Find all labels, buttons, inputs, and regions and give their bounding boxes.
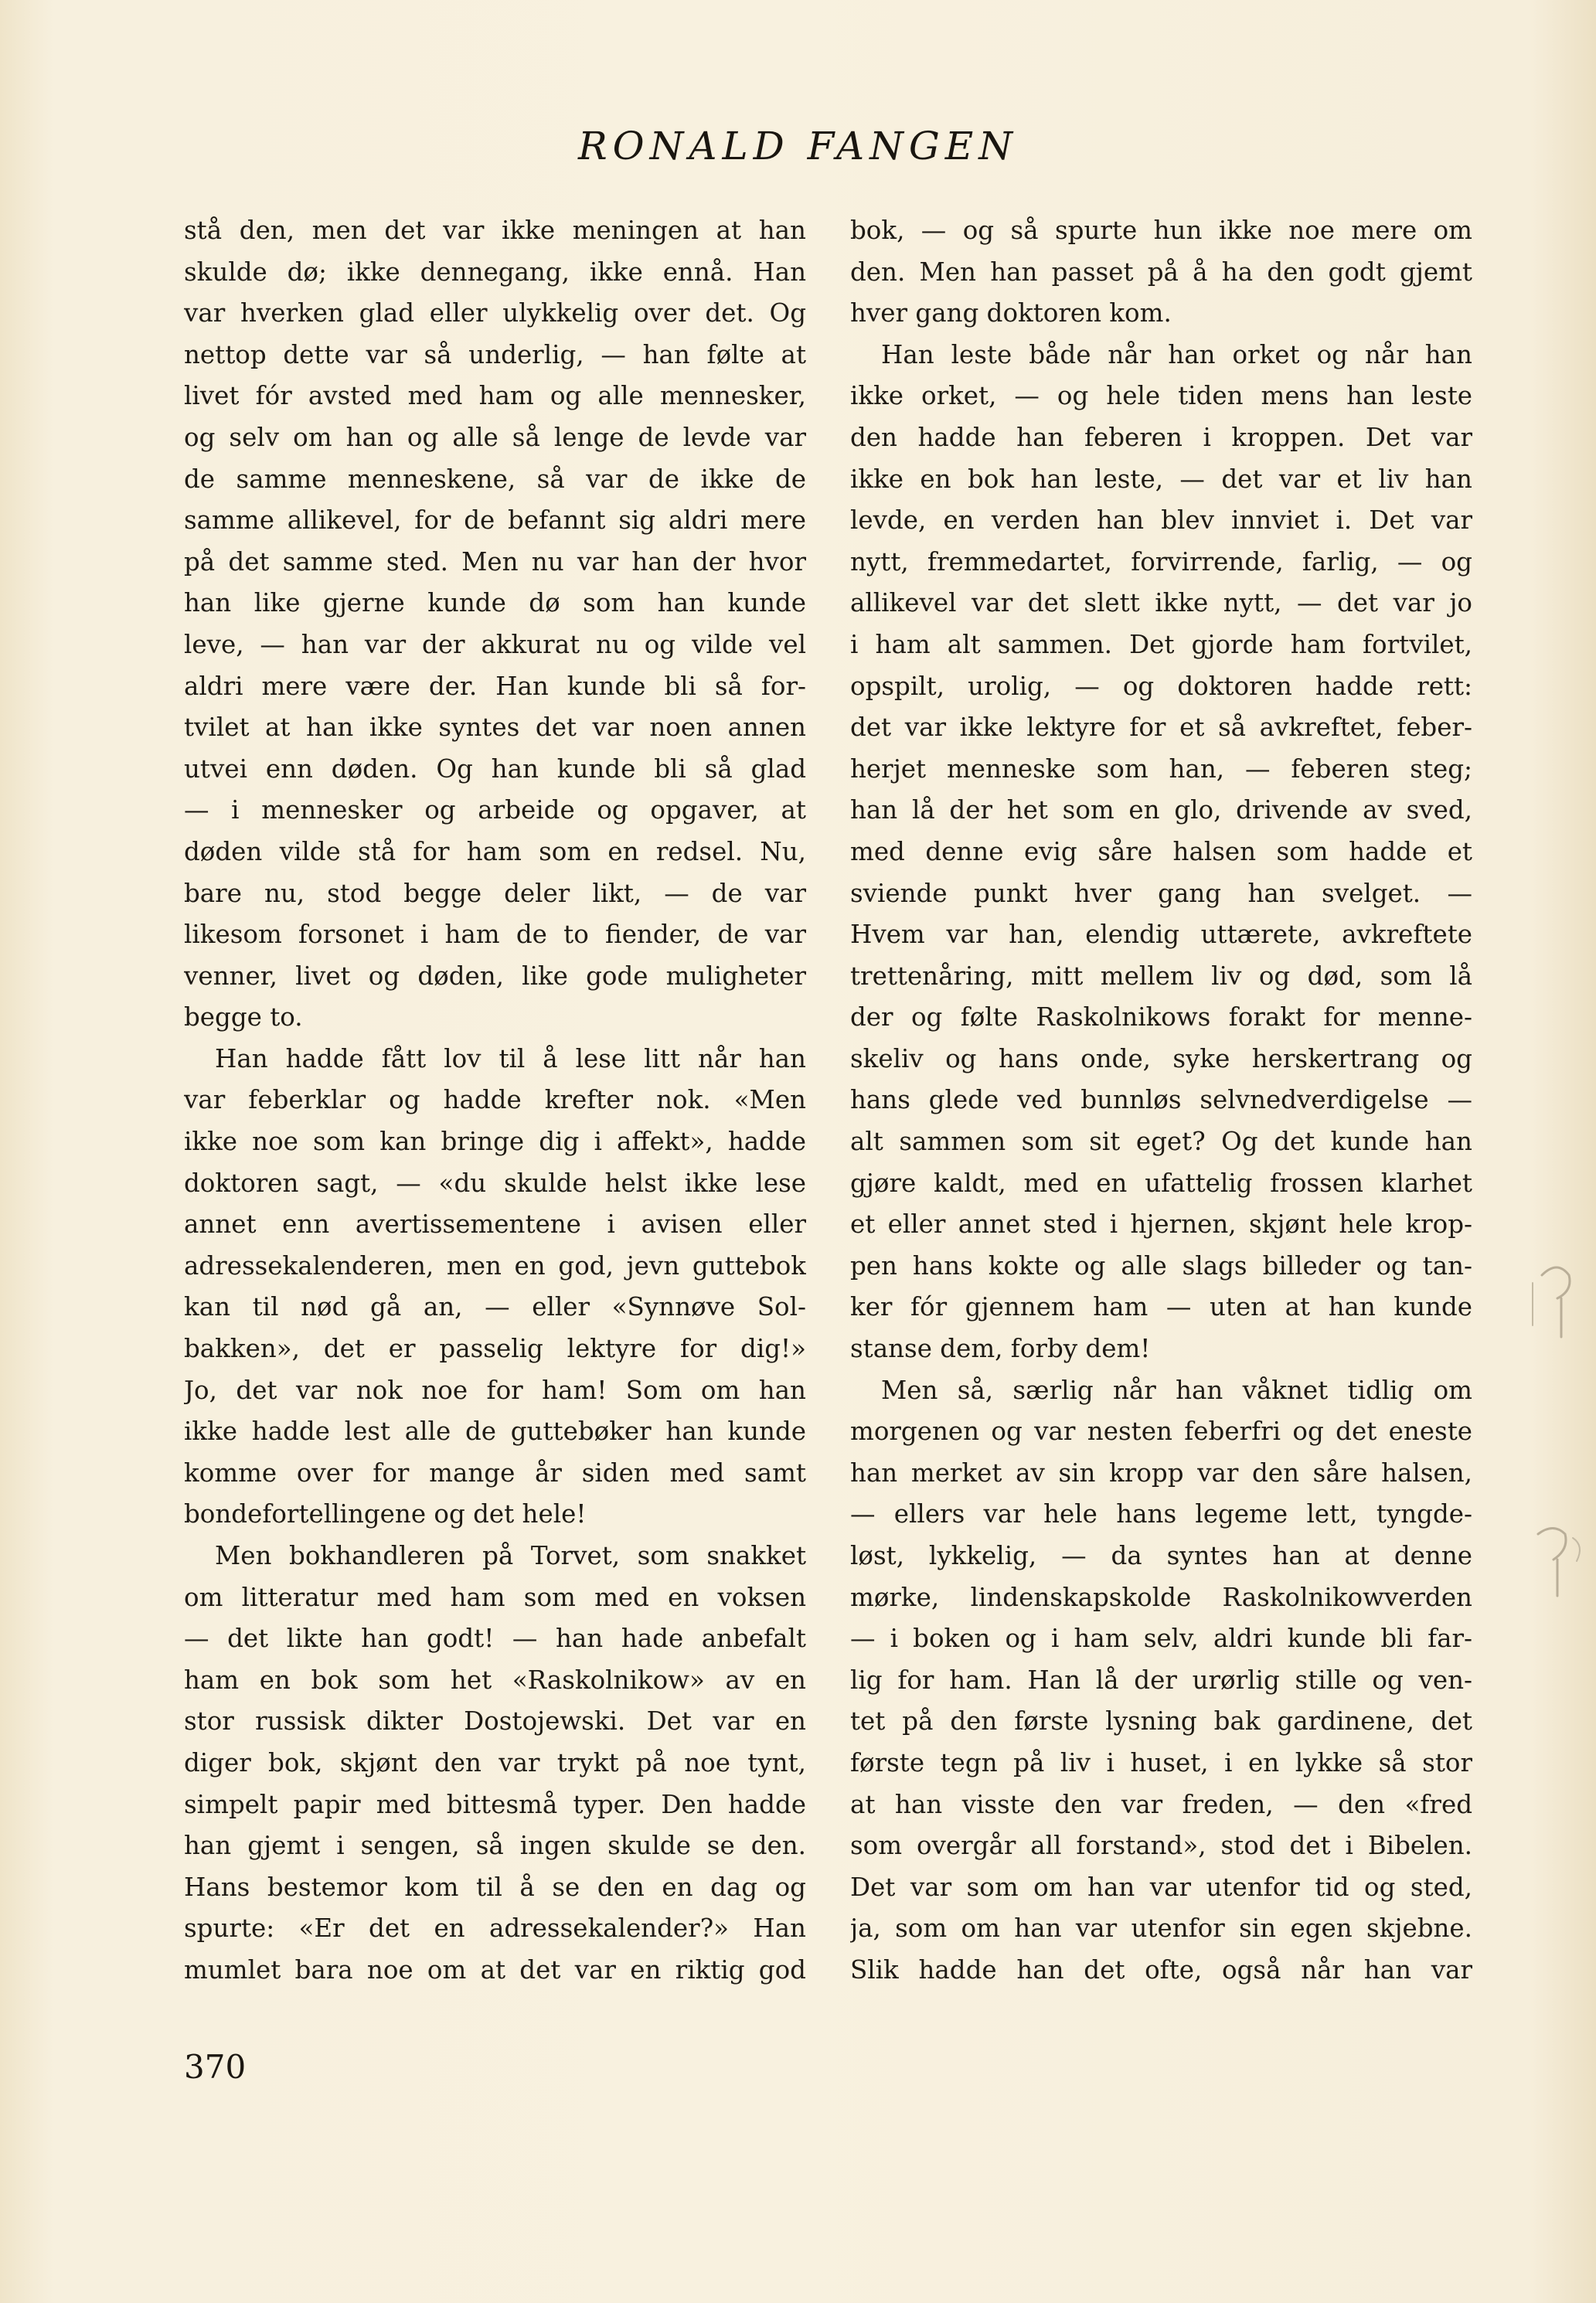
text-line: Slik hadde han det ofte, også når han var: [850, 1954, 1472, 1985]
text-line: døden vilde stå for ham som en redsel. Nu,: [184, 836, 806, 866]
text-line: begge to.: [184, 1002, 303, 1032]
text-line: et eller annet sted i hjernen, skjønt hele krop-: [850, 1209, 1472, 1240]
text-line: skeliv og hans onde, syke herskertrang og: [850, 1043, 1472, 1073]
text-line: allikevel var det slett ikke nytt, — det var jo: [850, 588, 1472, 618]
text-line: Jo, det var nok noe for ham! Som om han: [184, 1375, 806, 1405]
text-line: pen hans kokte og alle slags billeder og tan-: [850, 1250, 1472, 1281]
text-line: på det samme sted. Men nu var han der hvor: [184, 546, 806, 577]
text-line: de samme menneskene, så var de ikke de: [184, 464, 806, 494]
text-line: Men bokhandleren på Torvet, som snakket: [215, 1541, 806, 1570]
text-line: komme over for mange år siden med samt: [184, 1458, 806, 1488]
text-line: doktoren sagt, — «du skulde helst ikke lese: [184, 1168, 806, 1198]
text-line: samme allikevel, for de befannt sig aldri mere: [184, 505, 806, 536]
text-line: løst, lykkelig, — da syntes han at denne: [850, 1541, 1472, 1570]
text-line: kan til nød gå an, — eller «Synnøve Sol-: [184, 1292, 806, 1322]
text-line: bakken», det er passelig lektyre for dig!»: [184, 1334, 806, 1364]
text-line: ikke orket, — og hele tiden mens han leste: [850, 381, 1472, 411]
text-line: sviende punkt hver gang han svelget. —: [850, 878, 1472, 908]
text-line: hver gang doktoren kom.: [850, 298, 1172, 328]
text-line: han merket av sin kropp var den såre halsen,: [850, 1458, 1472, 1488]
text-line: Hvem var han, elendig uttærete, avkreftete: [850, 920, 1472, 950]
text-line: stor russisk dikter Dostojewski. Det var en: [184, 1706, 806, 1737]
text-line: var hverken glad eller ulykkelig over det. Og: [184, 298, 806, 328]
text-line: aldri mere være der. Han kunde bli så for-: [184, 671, 806, 701]
running-head: RONALD FANGEN: [577, 124, 1019, 168]
text-line: i ham alt sammen. Det gjorde ham fortvilet,: [850, 629, 1472, 659]
text-line: herjet menneske som han, — feberen steg;: [850, 753, 1472, 784]
pencil-mark-icon: [1526, 1252, 1596, 1345]
text-line: den hadde han feberen i kroppen. Det var: [850, 422, 1472, 452]
text-line: ham en bok som het «Raskolnikow» av en: [184, 1665, 806, 1695]
text-line: Men så, særlig når han våknet tidlig om: [881, 1375, 1472, 1405]
text-line: den. Men han passet på å ha den godt gjemt: [850, 257, 1472, 287]
text-line: — ellers var hele hans legeme lett, tyngde-: [850, 1499, 1472, 1529]
text-line: Hans bestemor kom til å se den en dag og: [184, 1872, 806, 1902]
text-line: ikke hadde lest alle de guttebøker han kunde: [184, 1417, 806, 1447]
text-line: var feberklar og hadde krefter nok. «Men: [184, 1085, 806, 1115]
pencil-mark-icon: [1526, 1515, 1596, 1607]
text-line: han lå der het som en glo, drivende av sved,: [850, 795, 1472, 825]
text-line: diger bok, skjønt den var trykt på noe tynt,: [184, 1747, 806, 1777]
text-line: det var ikke lektyre for et så avkreftet, feber-: [850, 713, 1472, 743]
text-line: der og følte Raskolnikows forakt for menne-: [850, 1002, 1472, 1032]
text-line: bare nu, stod begge deler likt, — de var: [184, 878, 806, 908]
text-line: første tegn på liv i huset, i en lykke så stor: [850, 1747, 1472, 1777]
text-line: hans glede ved bunnløs selvnedverdigelse —: [850, 1085, 1472, 1115]
text-line: levde, en verden han blev innviet i. Det var: [850, 505, 1472, 536]
text-line: bondefortellingene og det hele!: [184, 1499, 587, 1529]
text-line: — i mennesker og arbeide og opgaver, at: [184, 795, 806, 825]
text-line: ja, som om han var utenfor sin egen skjebne.: [850, 1913, 1472, 1944]
text-column-right: [850, 210, 1472, 1992]
text-line: tvilet at han ikke syntes det var noen annen: [184, 713, 806, 743]
text-line: simpelt papir med bittesmå typer. Den hadde: [184, 1789, 806, 1819]
text-line: gjøre kaldt, med en ufattelig frossen klarhet: [850, 1168, 1472, 1198]
text-line: han gjemt i sengen, så ingen skulde se den.: [184, 1831, 806, 1861]
text-column-left: [184, 210, 806, 1992]
text-line: Det var som om han var utenfor tid og sted,: [850, 1872, 1472, 1902]
text-line: mumlet bara noe om at det var en riktig god: [184, 1954, 806, 1985]
text-line: med denne evig såre halsen som hadde et: [850, 836, 1472, 866]
text-line: livet fór avsted med ham og alle mennesker,: [184, 381, 806, 411]
text-line: annet enn avertissementene i avisen eller: [184, 1209, 806, 1240]
text-line: stanse dem, forby dem!: [850, 1334, 1151, 1364]
text-line: stå den, men det var ikke meningen at han: [184, 216, 806, 245]
text-line: — det likte han godt! — han hade anbefalt: [184, 1624, 806, 1654]
text-line: adressekalenderen, men en god, jevn guttebok: [184, 1250, 806, 1281]
text-line: mørke, lindenskapskolde Raskolnikowverden: [850, 1582, 1472, 1612]
text-line: alt sammen som sit eget? Og det kunde han: [850, 1127, 1472, 1157]
text-line: skulde dø; ikke dennegang, ikke ennå. Han: [184, 257, 806, 287]
text-line: opspilt, urolig, — og doktoren hadde rett:: [850, 671, 1472, 701]
text-line: om litteratur med ham som med en voksen: [184, 1582, 806, 1612]
text-line: ikke en bok han leste, — det var et liv han: [850, 464, 1472, 494]
text-line: lig for ham. Han lå der urørlig stille og ven-: [850, 1665, 1472, 1695]
text-line: tet på den første lysning bak gardinene, det: [850, 1706, 1472, 1737]
text-line: trettenåring, mitt mellem liv og død, som lå: [850, 961, 1472, 991]
text-line: likesom forsonet i ham de to fiender, de var: [184, 920, 806, 950]
text-line: og selv om han og alle så lenge de levde var: [184, 422, 806, 452]
text-line: morgenen og var nesten feberfri og det eneste: [850, 1417, 1472, 1447]
text-line: spurte: «Er det en adressekalender?» Han: [184, 1913, 806, 1944]
text-line: ker fór gjennem ham — uten at han kunde: [850, 1292, 1472, 1322]
text-line: — i boken og i ham selv, aldri kunde bli far-: [850, 1624, 1472, 1654]
text-line: at han visste den var freden, — den «fred: [850, 1789, 1472, 1819]
text-line: Han leste både når han orket og når han: [881, 339, 1472, 369]
text-line: utvei enn døden. Og han kunde bli så glad: [184, 753, 806, 784]
text-line: bok, — og så spurte hun ikke noe mere om: [850, 216, 1472, 245]
text-line: nettop dette var så underlig, — han følte at: [184, 339, 806, 369]
text-line: nytt, fremmedartet, forvirrende, farlig, — og: [850, 546, 1472, 577]
text-line: ikke noe som kan bringe dig i affekt», hadde: [184, 1127, 806, 1157]
text-line: leve, — han var der akkurat nu og vilde vel: [184, 629, 806, 659]
text-line: som overgår all forstand», stod det i Bibelen.: [850, 1831, 1472, 1861]
text-line: Han hadde fått lov til å lese litt når han: [215, 1043, 806, 1073]
page-number: 370: [184, 2048, 247, 2086]
text-line: venner, livet og døden, like gode muligheter: [184, 961, 806, 991]
text-line: han like gjerne kunde dø som han kunde: [184, 588, 806, 618]
